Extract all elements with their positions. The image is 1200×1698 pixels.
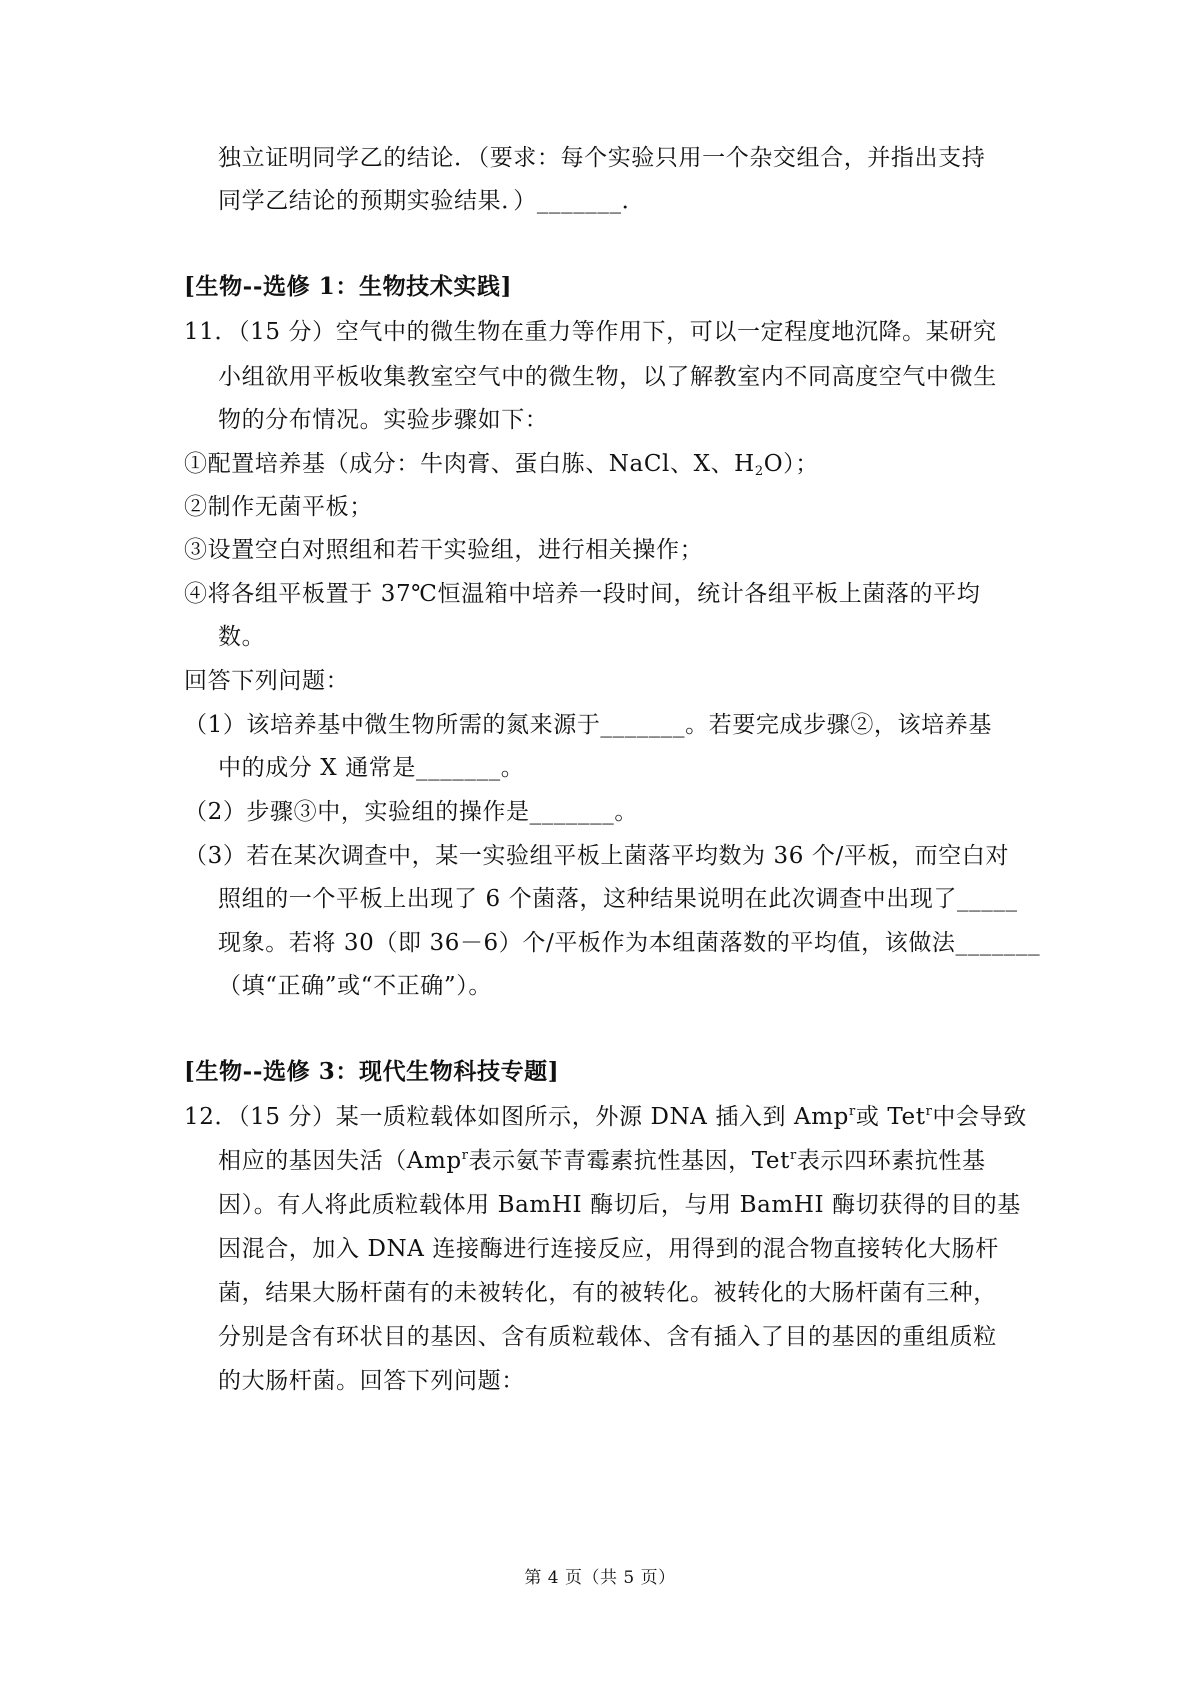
step-2: ②制作无菌平板； [184, 494, 373, 520]
answer-prompt: 回答下列问题： [184, 668, 350, 694]
text-line: 小组欲用平板收集教室空气中的微生物，以了解教室内不同高度空气中微生 [218, 364, 997, 390]
text-line: 相应的基因失活（Amp$^r$表示氨苄青霉素抗性基因，Tet$^r$表示四环素抗性基 [218, 1148, 986, 1174]
step-1: ①配置培养基（成分：牛肉膏、蛋白胨、NaCl、X、$H_2O$）； [184, 451, 819, 479]
text-line: （填“正确”或“不正确”）。 [218, 973, 492, 999]
text-line: 同学乙结论的预期实验结果．）_______． [218, 188, 646, 214]
sub-question-2: （2）步骤③中，实验组的操作是_______。 [184, 799, 638, 825]
section-heading-elective-1: [生物--选修 1：生物技术实践] [184, 273, 513, 300]
text-line: 因混合，加入 DNA 连接酶进行连接反应，用得到的混合物直接转化大肠杆 [218, 1236, 999, 1262]
text-line: 分别是含有环状目的基因、含有质粒载体、含有插入了目的基因的重组质粒 [218, 1324, 997, 1350]
text-line: 因）。有人将此质粒载体用 BamHI 酶切后，与用 BamHI 酶切获得的目的基 [218, 1192, 1021, 1218]
step-4: ④将各组平板置于 37℃恒温箱中培养一段时间，统计各组平板上菌落的平均 [184, 581, 981, 607]
text-line: 中的成分 X 通常是_______。 [218, 755, 525, 781]
question-11-stem: 11．（15 分）空气中的微生物在重力等作用下，可以一定程度地沉降。某研究 [184, 319, 997, 345]
sub-question-3: （3）若在某次调查中，某一实验组平板上菌落平均数为 36 个/平板，而空白对 [184, 843, 1010, 869]
page-footer: 第 4 页（共 5 页） [524, 1568, 676, 1588]
sub-question-1: （1）该培养基中微生物所需的氮来源于_______。若要完成步骤②，该培养基 [184, 712, 992, 738]
section-heading-elective-3: [生物--选修 3：现代生物科技专题] [184, 1058, 560, 1085]
text-line: 菌，结果大肠杆菌有的未被转化，有的被转化。被转化的大肠杆菌有三种， [218, 1280, 997, 1306]
question-12-stem: 12．（15 分）某一质粒载体如图所示，外源 DNA 插入到 Amp$^r$或 Tet$^r$中会导致 [184, 1104, 1027, 1130]
step-3: ③设置空白对照组和若干实验组，进行相关操作； [184, 537, 704, 563]
text-line: 现象。若将 30（即 36－6）个/平板作为本组菌落数的平均值，该做法_______ [218, 930, 1041, 956]
text-line: 的大肠杆菌。回答下列问题： [218, 1368, 525, 1394]
text-line: 独立证明同学乙的结论．（要求：每个实验只用一个杂交组合，并指出支持 [218, 145, 986, 171]
text-line: 物的分布情况。实验步骤如下： [218, 407, 549, 433]
text-line: 数。 [218, 624, 266, 650]
text-line: 照组的一个平板上出现了 6 个菌落，这种结果说明在此次调查中出现了_____ [218, 886, 1018, 912]
